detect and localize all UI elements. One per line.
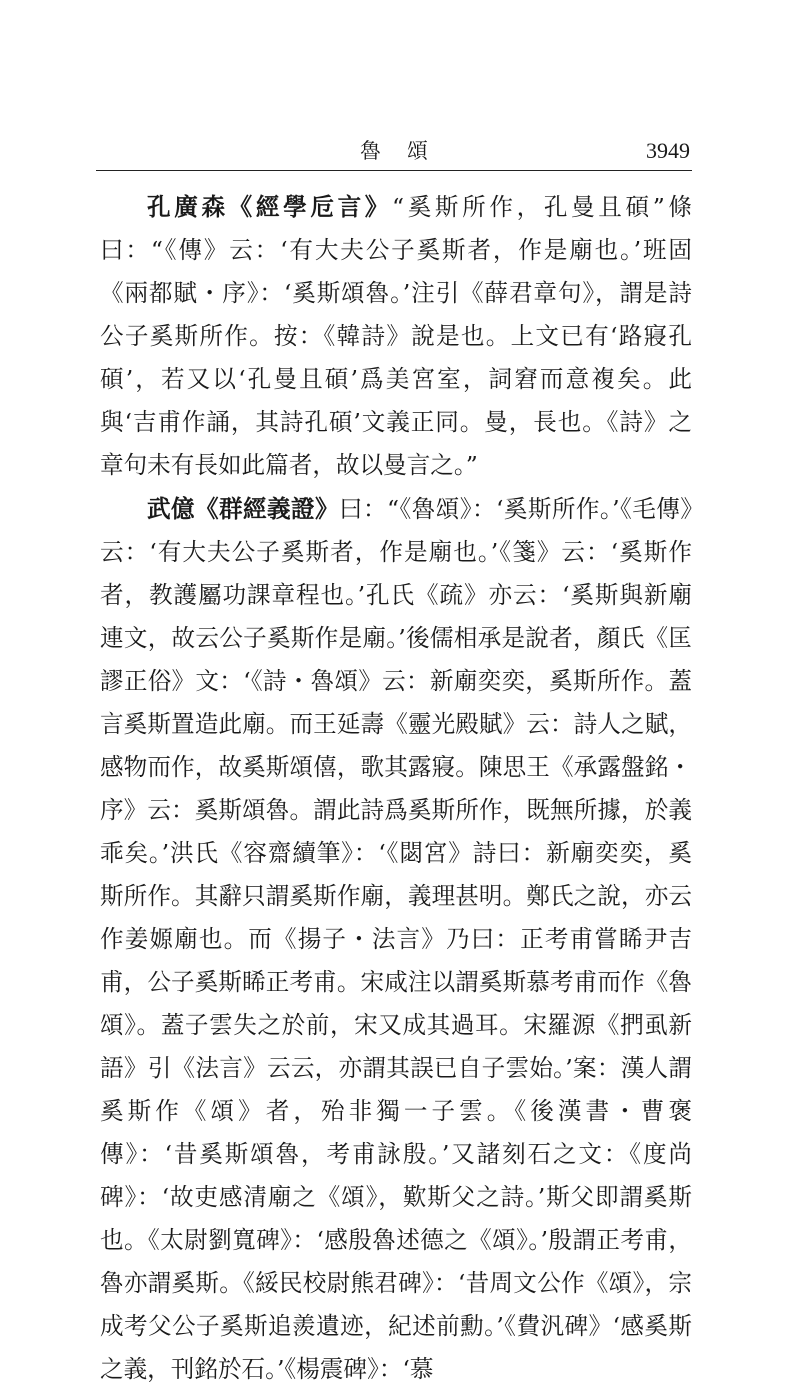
paragraph-lead: 孔廣森《經學卮言》 (147, 193, 393, 221)
header-rule (96, 170, 692, 171)
page-number: 3949 (646, 138, 690, 163)
running-head (96, 136, 692, 172)
body-text (100, 186, 692, 1391)
paragraph-text: 曰：“《魯頌》：‘奚斯所作。’《毛傳》云：‘有大夫公子奚斯者，作是廟也。’《箋》云：‘奚斯作者，教護屬功課章程也。’孔氏《疏》亦云：‘奚斯與新廟連文，故云公子奚斯作是廟。’後儒相承是說者，顏氏《匡謬正俗》文：‘《詩・魯頌》云：新廟奕奕，奚斯所作。蓋言奚斯置造此廟。而王延壽《靈光殿賦》云：詩人之賦，感物而作，故奚斯頌僖，歌其露寢。陳思王《承露盤銘・序》云：奚斯頌魯。謂此詩爲奚斯所作，既無所據，於義乖矣。’洪氏《容齋續筆》：‘《閟宮》詩曰：新廟奕奕，奚斯所作。其辭只謂奚斯作廟，義理甚明。鄭氏之說，亦云作姜嫄廟也。而《揚子・法言》乃曰：正考甫嘗睎尹吉甫，公子奚斯睎正考甫。宋咸注以謂奚斯慕考甫而作《魯頌》。蓋子雲失之於前，宋又成其過耳。宋羅源《捫虱新語》引《法言》云云，亦謂其誤已自子雲始。’案：漢人謂奚斯作《頌》者，殆非獨一子雲。《後漢書・曹褒傳》：‘昔奚斯頌魯，考甫詠殷。’又諸刻石之文：《度尚碑》：‘故吏感清廟之《頌》，歎斯父之詩。’斯父即謂奚斯也。《太尉劉寬碑》：‘感殷魯述德之《頌》。’殷謂正考甫，魯亦謂奚斯。《綏民校尉熊君碑》：‘昔周文公作《頌》，宗成考父公子奚斯追羨遺迹，紀述前勳。’《費汎碑》‘感奚斯之義，刊銘於石。’《楊震碑》：‘慕 (100, 495, 693, 1383)
paragraph-wu-yi (100, 488, 692, 1391)
paragraph-kong-guangsen (100, 186, 692, 487)
running-title: 魯頌 (360, 139, 454, 163)
paragraph-lead: 武億《群經義證》 (147, 495, 340, 523)
paragraph-text: “奚斯所作，孔曼且碩”條曰：“《傳》云：‘有大夫公子奚斯者，作是廟也。’班固《兩都賦・序》：‘奚斯頌魯。’注引《薛君章句》，謂是詩公子奚斯所作。按：《韓詩》說是也。上文已有‘路寢孔碩’，若又以‘孔曼且碩’爲美宮室，詞窘而意複矣。此與‘吉甫作誦，其詩孔碩’文義正同。曼，長也。《詩》之章句未有長如此篇者，故以曼言之。” (100, 193, 693, 479)
